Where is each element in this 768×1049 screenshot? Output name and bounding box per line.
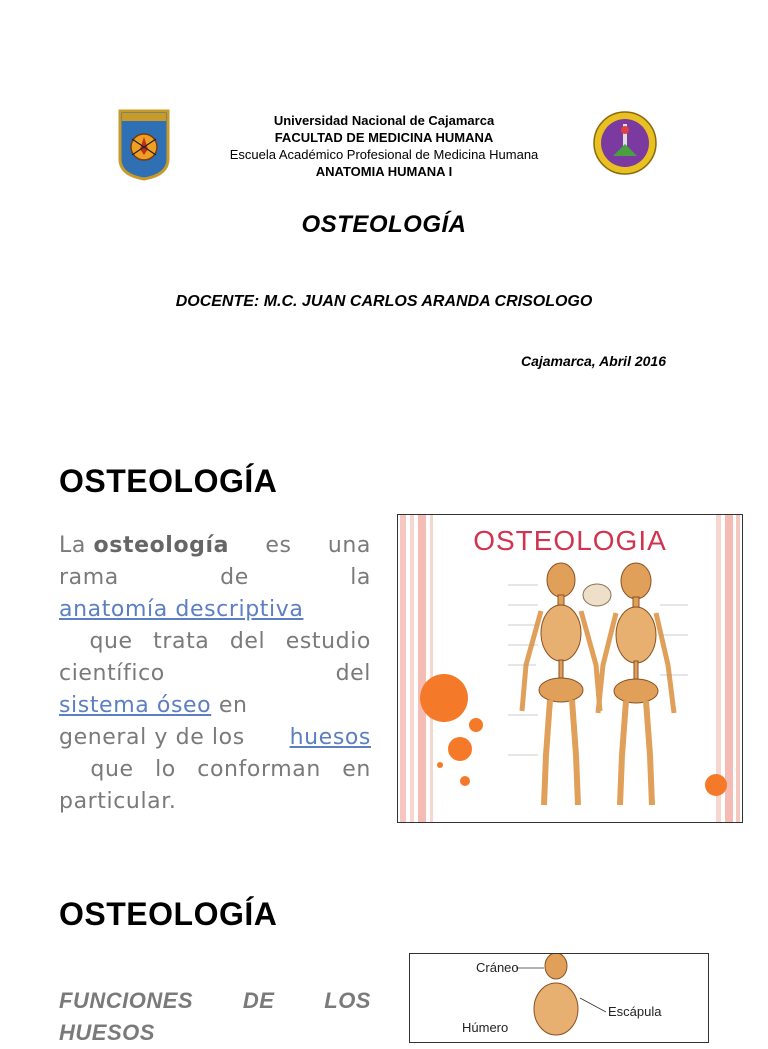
link-huesos[interactable]: huesos: [289, 725, 371, 750]
word: del: [335, 661, 371, 686]
docente-line: DOCENTE: M.C. JUAN CARLOS ARANDA CRISOLOGO: [175, 293, 593, 310]
word: de: [220, 565, 249, 590]
osteology-definition: [59, 530, 371, 818]
term-osteologia: osteología: [93, 533, 230, 558]
word: lo: [155, 757, 176, 782]
word: La: [59, 533, 86, 558]
school-seal-logo: [591, 110, 659, 176]
school-name: Escuela Académico Profesional de Medicina Humana: [229, 147, 539, 162]
label-escapula: Escápula: [608, 1004, 662, 1019]
word: que: [89, 629, 133, 654]
label-craneo: Cráneo: [476, 960, 519, 975]
label-humero: Húmero: [462, 1020, 509, 1035]
slide3-title: OSTEOLOGÍA: [59, 896, 278, 932]
slide1-title: OSTEOLOGÍA: [301, 211, 467, 238]
university-seal-logo: [118, 109, 170, 181]
word: en: [218, 693, 248, 718]
word: particular.: [59, 789, 177, 814]
course-name: ANATOMIA HUMANA I: [315, 164, 453, 179]
word: una: [327, 533, 371, 558]
link-anatomia-descriptiva[interactable]: anatomía descriptiva: [59, 597, 304, 622]
skeleton-labeled-illustration: [409, 953, 709, 1043]
skeleton-illustration: [397, 514, 743, 823]
word: FUNCIONES: [59, 988, 194, 1013]
university-name: Universidad Nacional de Cajamarca: [273, 113, 495, 128]
word: conforman: [197, 757, 321, 782]
word: general y de los: [59, 725, 245, 750]
place-date: Cajamarca, Abril 2016: [520, 353, 666, 369]
word: que: [90, 757, 134, 782]
slide2-title: OSTEOLOGÍA: [59, 463, 278, 499]
word: es: [265, 533, 292, 558]
word: LOS: [324, 988, 371, 1013]
word: estudio: [285, 629, 371, 654]
word: trata: [153, 629, 210, 654]
image-caption-title: OSTEOLOGIA: [473, 525, 667, 556]
word: científico: [59, 661, 165, 686]
word: del: [229, 629, 266, 654]
word: rama: [59, 565, 119, 590]
word: DE: [242, 988, 275, 1013]
word: en: [342, 757, 371, 782]
word: HUESOS: [59, 1020, 155, 1045]
faculty-name: FACULTAD DE MEDICINA HUMANA: [274, 130, 494, 145]
link-sistema-oseo[interactable]: sistema óseo: [59, 693, 212, 718]
funciones-heading: [59, 985, 371, 1049]
word: la: [350, 565, 371, 590]
